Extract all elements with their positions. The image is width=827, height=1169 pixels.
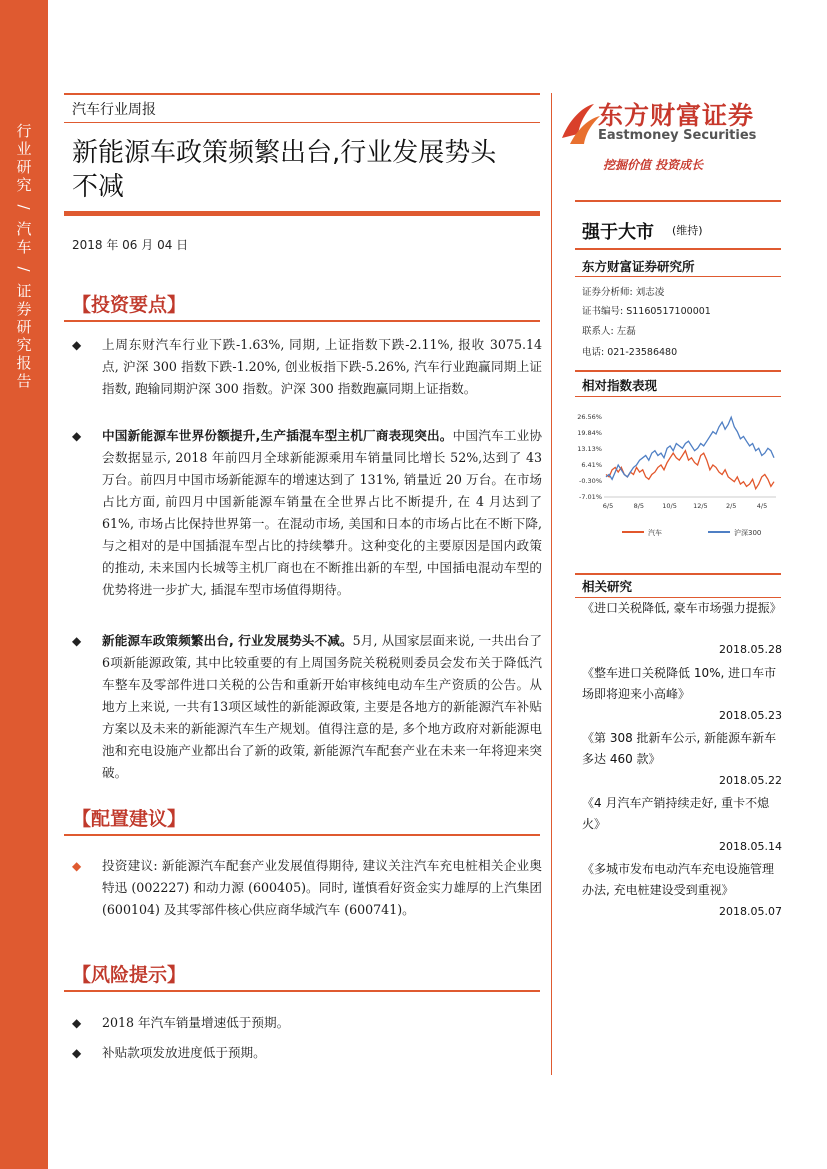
bullet-text: 中国新能源车世界份额提升,生产插混车型主机厂商表现突出。中国汽车工业协会数据显示, 2018 年前四月全球新能源乘用车销量同比增长 52%,达到了 43 万台。前四月中国市场新能源车的增速达到了 131%, 销量近 20 万台。在市场占比方面, 前四月中国新能源车销量在全世界占比不断提升, 在 4 月达到了 61%, 市场占比保持世界第一。在混动市场, 美国和日本的市场占比在不断下降, 与之相对的是中国插混车型占比的持续攀升。这种变化的主要原因是国内政策的推动, 未来国内长城等主机厂商也在不断推出新的车型, 中国插电混动车型的优势将进一步扩大, 插混车型市场值得期待。 [102,428,542,597]
related-report-title[interactable]: 《4 月汽车产销持续走好, 重卡不熄火》 [582,796,770,831]
x-tick-label: 10/5 [662,502,677,510]
related-report-date: 2018.05.14 [719,840,782,853]
phone-number: 电话: 021-23586480 [582,347,678,358]
side-band-char: 汽 [16,220,32,238]
sidebar-rule [575,370,781,372]
related-report-date: 2018.05.28 [719,643,782,656]
sidebar-rule [575,248,781,250]
analyst: 证券分析师: 刘志凌 [582,287,665,298]
section-heading-invest: 【投资要点】 [72,294,187,316]
y-tick-label: 19.84% [577,429,602,437]
series-line-hs300 [606,417,774,479]
section-rule-invest [64,320,540,322]
y-tick-label: 26.56% [577,413,602,421]
side-band-char: 究 [16,336,32,354]
y-tick-label: -0.30% [579,477,602,485]
side-band-char: 券 [16,300,32,318]
relative-index-chart [572,404,784,554]
section-heading-config: 【配置建议】 [72,808,187,830]
side-band-char: / [15,266,33,272]
related-report-title[interactable]: 《整车进口关税降低 10%, 进口车市场即将迎来小高峰》 [582,666,777,701]
diamond-bullet-icon: ◆ [72,338,82,352]
x-tick-label: 2/5 [725,502,737,510]
rating: 强于大市 [582,222,654,243]
institute-name: 东方财富证券研究所 [582,259,695,274]
side-band-char: 研 [16,318,32,336]
section-heading-risk: 【风险提示】 [72,964,187,986]
diamond-bullet-icon: ◆ [72,429,82,443]
legend-label: 汽车 [648,529,662,537]
diamond-bullet-icon: ◆ [72,1046,82,1060]
x-tick-label: 6/5 [602,502,614,510]
sidebar-rule [575,200,781,202]
side-band-char: 车 [16,238,32,256]
bullet-text: 新能源车政策频繁出台, 行业发展势头不减。5月, 从国家层面来说, 一共出台了6项新能源政策, 其中比较重要的有上周国务院关税税则委员会发布关于降低汽车整车及零部件进口关税的公告和重新开始审核纯电动车生产资质的公告。从地方上来说, 一共有13项区域性的新能源政策, 主要是各地方的新能源汽车补贴方案以及未来的新能源汽车生产规划。值得注意的是, 多个地方政府对新能源电池和充电设施产业都出台了新的政策, 新能源汽车配套产业在未来一年将迎来突破。 [102,633,542,780]
side-band-char: 研 [16,158,32,176]
x-tick-label: 4/5 [756,502,768,510]
y-tick-label: -7.01% [579,493,602,501]
title-bar [64,211,540,216]
legend-label: 沪深300 [734,529,762,537]
bullet-text: 补贴款项发放进度低于预期。 [102,1045,266,1060]
brand-name-en: Eastmoney Securities [598,128,757,143]
side-band-char: 报 [16,354,32,372]
title-line-2: 不减 [72,172,125,202]
report-type: 汽车行业周报 [72,102,156,118]
related-report-date: 2018.05.07 [719,905,782,918]
diamond-bullet-icon: ◆ [72,634,82,648]
chart-heading: 相对指数表现 [582,378,658,393]
related-report-title[interactable]: 《多城市发布电动汽车充电设施管理办法, 充电桩建设受到重视》 [582,862,775,897]
x-tick-label: 12/5 [693,502,708,510]
license-number: 证书编号: S1160517100001 [582,306,711,317]
y-tick-label: 6.41% [581,461,602,469]
bullet-text: 投资建议: 新能源汽车配套产业发展值得期待, 建议关注汽车充电桩相关企业奥特迅 (002227) 和动力源 (600405)。同时, 谨慎看好资金实力雄厚的上汽集团 (600104) 及其零部件核心供应商华域汽车 (600741)。 [102,858,542,917]
x-tick-label: 8/5 [633,502,645,510]
side-band-char: 行 [16,122,32,140]
section-rule-config [64,834,540,836]
bullet-text: 上周东财汽车行业下跌-1.63%, 同期, 上证指数下跌-2.11%, 报收 3075.14 点, 沪深 300 指数下跌-1.20%, 创业板指下跌-5.26%, 汽车行业跑赢同期上证指数, 跑输同期沪深 300 指数。沪深 300 指数跑赢同期上证指数。 [102,337,542,396]
y-tick-label: 13.13% [577,445,602,453]
side-band-char: 证 [16,282,32,300]
title-line-1: 新能源车政策频繁出台,行业发展势头 [72,138,497,168]
side-band-char: 业 [16,140,32,158]
rating-note: (维持) [672,224,703,237]
diamond-bullet-icon: ◆ [72,859,82,873]
report-date: 2018 年 06 月 04 日 [72,238,189,252]
side-band-char: 究 [16,176,32,194]
diamond-bullet-icon: ◆ [72,1016,82,1030]
header-rule-mid [64,122,540,123]
sidebar-rule [575,573,781,575]
sidebar-rule [575,276,781,277]
section-rule-risk [64,990,540,992]
related-report-date: 2018.05.22 [719,774,782,787]
side-band-char: 告 [16,372,32,390]
column-divider [551,93,552,1075]
sidebar-rule [575,396,781,397]
related-report-date: 2018.05.23 [719,709,782,722]
header-rule-top [64,93,540,95]
brand-slogan: 挖掘价值 投资成长 [603,158,704,172]
contact-person: 联系人: 左磊 [582,326,636,337]
related-heading: 相关研究 [582,579,633,594]
side-band-label [0,122,48,390]
related-report-title[interactable]: 《第 308 批新车公示, 新能源车新车多达 460 款》 [582,731,777,766]
side-band-char: / [15,204,33,210]
brand-name-cn: 东方财富证券 [598,101,755,130]
page-title [72,136,542,204]
bullet-text: 2018 年汽车销量增速低于预期。 [102,1015,290,1030]
related-report-title[interactable]: 《进口关税降低, 豪车市场强力提振》 [582,601,782,615]
